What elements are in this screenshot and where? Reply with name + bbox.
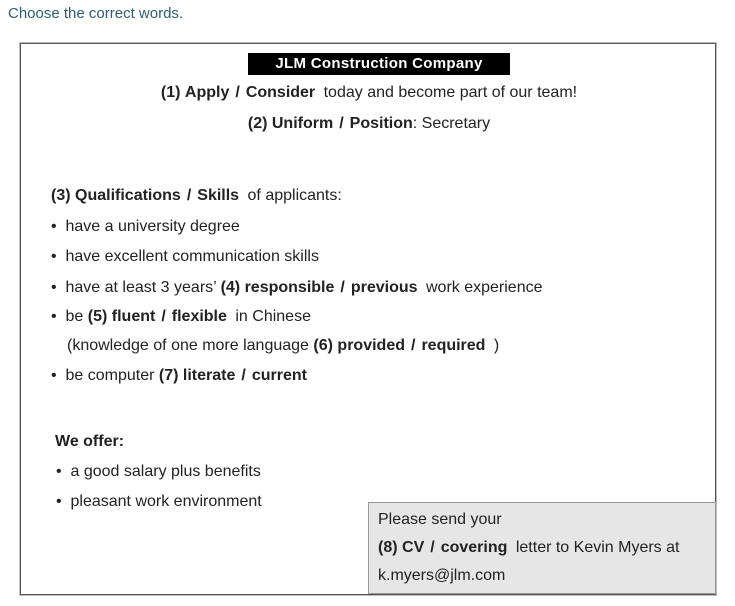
- company-title: JLM Construction Company: [248, 53, 510, 75]
- contact-line-1: Please send your: [378, 511, 502, 528]
- option-separator: /: [410, 337, 416, 354]
- offer-text: a good salary plus benefits: [70, 463, 261, 480]
- contact-line-2-rest: letter to Kevin Myers at: [515, 539, 680, 556]
- option-separator: /: [241, 367, 246, 384]
- requirement-item: [51, 279, 542, 297]
- requirement-item: [51, 218, 240, 236]
- option-separator: /: [430, 539, 435, 556]
- requirement-text: be computer: [65, 367, 155, 384]
- contact-box: [368, 502, 716, 594]
- bullet-marker: •: [51, 367, 57, 384]
- option-responsible[interactable]: responsible: [244, 279, 335, 296]
- option-uniform[interactable]: Uniform: [271, 115, 334, 132]
- offer-item: [56, 463, 261, 481]
- gap-number-6: (6): [313, 337, 333, 354]
- offer-text: pleasant work environment: [70, 493, 262, 510]
- option-apply[interactable]: Apply: [184, 84, 230, 101]
- qualifications-rest: of applicants:: [247, 187, 342, 204]
- offer-item: [56, 493, 262, 511]
- requirement-rest: in Chinese: [235, 308, 311, 325]
- requirement-item: [51, 308, 311, 326]
- option-provided[interactable]: provided: [337, 337, 405, 354]
- job-ad-card: [20, 43, 716, 595]
- line-1: [21, 84, 717, 102]
- option-cv[interactable]: CV: [402, 539, 425, 556]
- option-flexible[interactable]: flexible: [171, 308, 227, 325]
- requirement-text: have a university degree: [65, 218, 240, 235]
- option-separator: /: [161, 308, 166, 325]
- bullet-marker: •: [56, 493, 62, 510]
- gap-number-5: (5): [87, 308, 108, 325]
- option-required[interactable]: required: [421, 337, 486, 354]
- requirement-item: [51, 248, 319, 266]
- bullet-marker: •: [51, 248, 57, 265]
- gap-number-3: (3): [51, 187, 71, 204]
- instruction-text: Choose the correct words.: [8, 5, 184, 22]
- contact-email[interactable]: k.myers@jlm.com: [378, 567, 506, 584]
- language-note: [67, 337, 499, 355]
- line-1-rest: today and become part of our team!: [323, 84, 578, 101]
- option-position[interactable]: Position: [349, 115, 413, 132]
- option-qualifications[interactable]: Qualifications: [75, 187, 181, 204]
- bullet-marker: •: [51, 218, 57, 235]
- option-current[interactable]: current: [251, 367, 307, 384]
- option-previous[interactable]: previous: [350, 279, 418, 296]
- offer-heading: We offer:: [55, 433, 125, 450]
- requirement-text: have at least 3 years’: [65, 279, 217, 296]
- bullet-marker: •: [51, 279, 57, 296]
- option-separator: /: [186, 187, 192, 204]
- option-consider[interactable]: Consider: [245, 84, 316, 101]
- gap-number-1: (1): [160, 84, 181, 101]
- gap-number-2: (2): [247, 115, 268, 132]
- gap-number-7: (7): [158, 367, 179, 384]
- contact-line-2: [378, 539, 679, 557]
- line-2-rest: : Secretary: [412, 115, 491, 132]
- qualifications-line: [51, 187, 342, 205]
- gap-number-8: (8): [378, 539, 398, 556]
- requirement-text: have excellent communication skills: [65, 248, 319, 265]
- option-separator: /: [339, 115, 344, 132]
- option-covering[interactable]: covering: [440, 539, 508, 556]
- requirement-text: be: [65, 308, 84, 325]
- option-literate[interactable]: literate: [182, 367, 236, 384]
- gap-number-4: (4): [220, 279, 241, 296]
- line-2: [21, 115, 717, 133]
- requirement-rest: work experience: [425, 279, 543, 296]
- option-separator: /: [235, 84, 240, 101]
- option-separator: /: [340, 279, 345, 296]
- requirement-item: [51, 367, 307, 385]
- option-fluent[interactable]: fluent: [111, 308, 156, 325]
- note-text: (knowledge of one more language: [67, 337, 309, 354]
- option-skills[interactable]: Skills: [197, 187, 240, 204]
- bullet-marker: •: [51, 308, 57, 325]
- note-close: ): [493, 337, 500, 354]
- bullet-marker: •: [56, 463, 62, 480]
